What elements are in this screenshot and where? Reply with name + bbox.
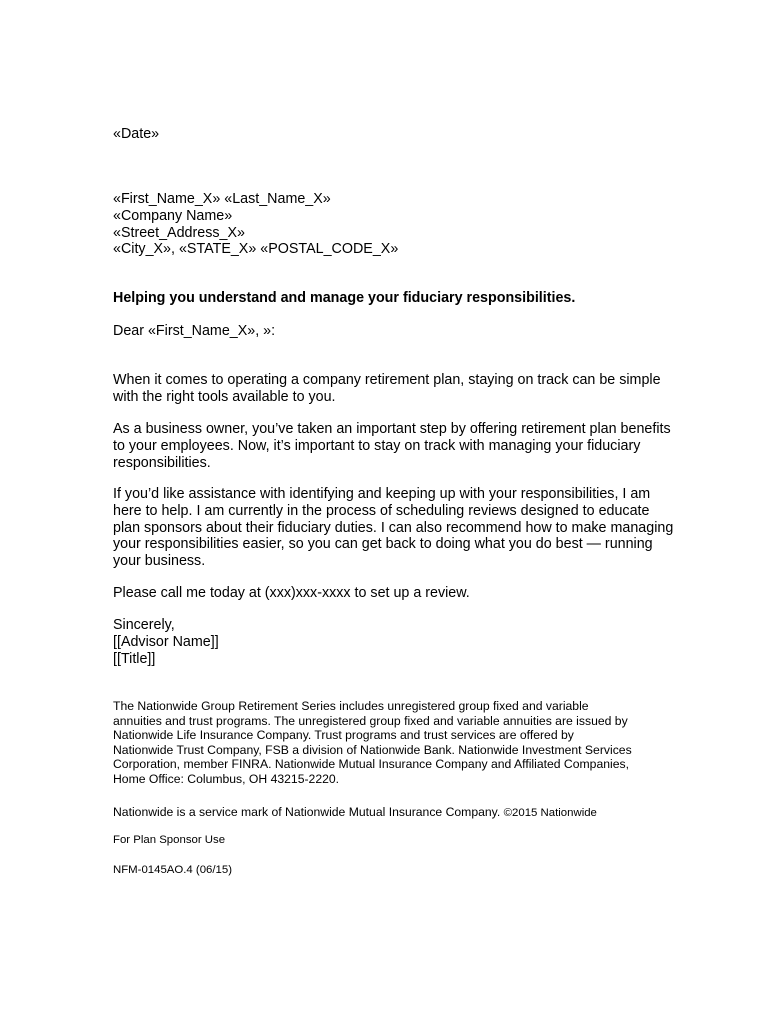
salutation: Dear «First_Name_X», »: xyxy=(113,323,276,339)
disclosure-line: Home Office: Columbus, OH 43215-2220. xyxy=(113,771,340,786)
disclosure-line: The Nationwide Group Retirement Series includes unregistered group fixed and variable xyxy=(113,699,589,713)
recipient-name-line: «First_Name_X» «Last_Name_X» xyxy=(113,191,331,207)
service-mark-text: Nationwide is a service mark of Nationwide Mutual Insurance Company. xyxy=(113,805,501,819)
recipient-street-line: «Street_Address_X» xyxy=(113,224,245,241)
paragraph-line: with the right tools available to you. xyxy=(113,388,336,405)
body-paragraph-1 xyxy=(113,372,661,406)
disclosure-paragraph xyxy=(113,699,632,787)
disclosure-line: annuities and trust programs. The unregistered group fixed and variable annuities are issued by xyxy=(113,713,628,728)
copyright-text: ©2015 Nationwide xyxy=(503,807,597,819)
paragraph-line: here to help. I am currently in the process of scheduling reviews designed to educate xyxy=(113,502,650,519)
recipient-address-block xyxy=(113,191,398,258)
paragraph-line: If you’d like assistance with identifying and keeping up with your responsibilities, I am xyxy=(113,486,651,502)
disclosure-line: Nationwide Trust Company, FSB a division of Nationwide Bank. Nationwide Investment Services xyxy=(113,742,632,757)
paragraph-line: responsibilities. xyxy=(113,454,211,471)
advisor-name: [[Advisor Name]] xyxy=(113,633,219,650)
recipient-company-line: «Company Name» xyxy=(113,207,233,224)
paragraph-line: plan sponsors about their fiduciary duties. I can also recommend how to make managing xyxy=(113,519,674,536)
paragraph-line: your responsibilities easier, so you can get back to doing what you do best — running xyxy=(113,536,653,553)
body-paragraph-3 xyxy=(113,486,673,570)
form-number: NFM-0145AO.4 (06/15) xyxy=(113,864,233,876)
disclosure-line: Nationwide Life Insurance Company. Trust programs and trust services are offered by xyxy=(113,728,574,743)
recipient-city-line: «City_X», «STATE_X» «POSTAL_CODE_X» xyxy=(113,241,399,258)
service-mark-notice xyxy=(113,805,597,820)
letter-date: «Date» xyxy=(113,126,160,142)
paragraph-line: your business. xyxy=(113,553,206,570)
disclosure-line: Corporation, member FINRA. Nationwide Mutual Insurance Company and Affiliated Companies, xyxy=(113,757,629,772)
letter-heading: Helping you understand and manage your fiduciary responsibilities. xyxy=(113,290,576,306)
advisor-title: [[Title]] xyxy=(113,650,156,667)
paragraph-line: When it comes to operating a company retirement plan, staying on track can be simple xyxy=(113,372,661,388)
signature-block xyxy=(113,617,219,667)
call-to-action: Please call me today at (xxx)xxx-xxxx to set up a review. xyxy=(113,585,470,601)
closing: Sincerely, xyxy=(113,617,175,633)
usage-note: For Plan Sponsor Use xyxy=(113,834,226,846)
paragraph-line: to your employees. Now, it’s important to stay on track with managing your fiduciary xyxy=(113,437,641,454)
paragraph-line: As a business owner, you’ve taken an important step by offering retirement plan benefits xyxy=(113,421,671,437)
body-paragraph-2 xyxy=(113,421,671,471)
